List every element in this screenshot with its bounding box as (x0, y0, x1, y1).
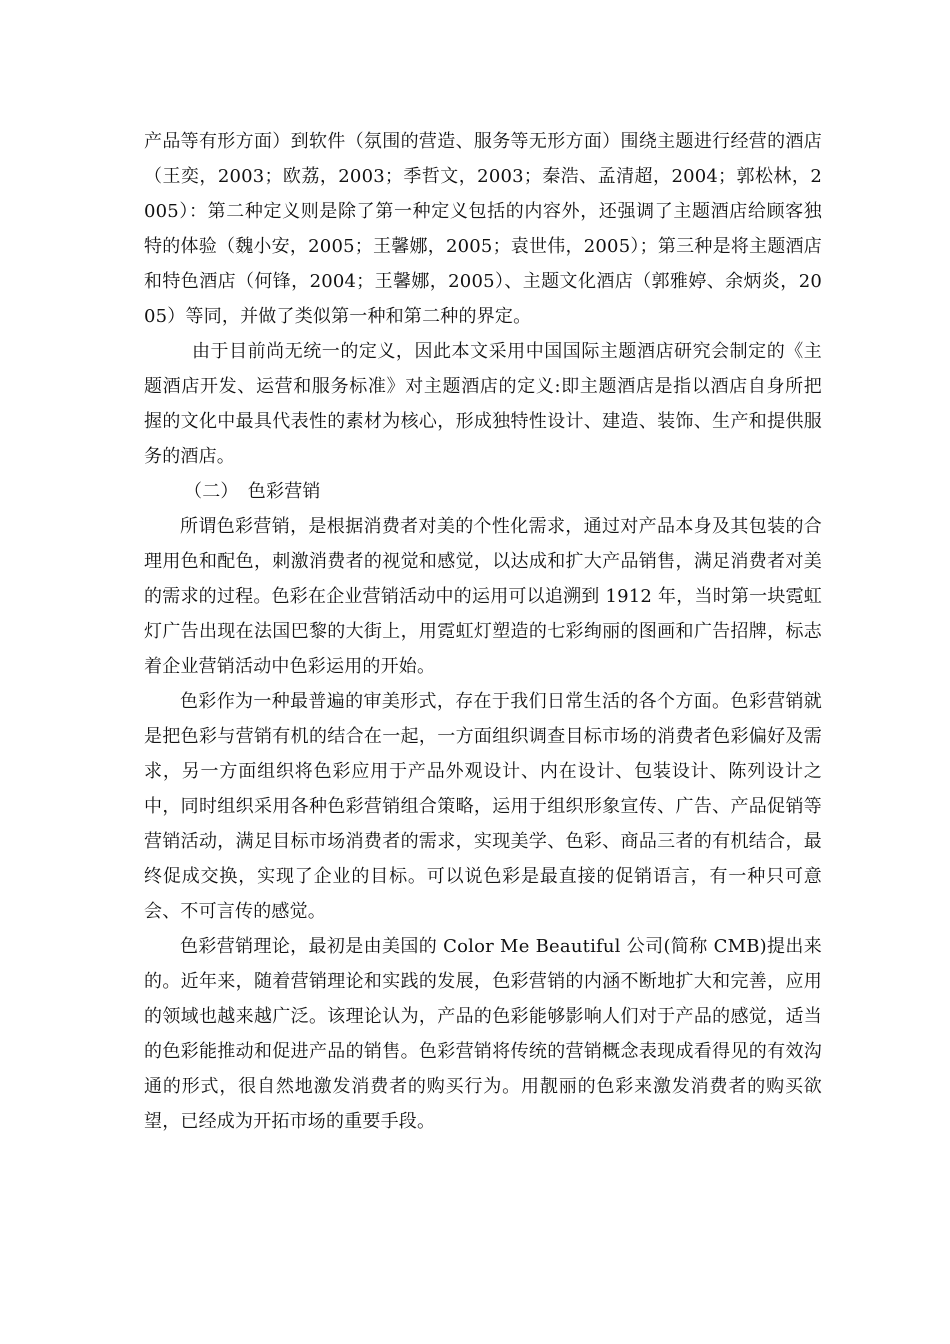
paragraph-adopted-definition: 由于目前尚无统一的定义，因此本文采用中国国际主题酒店研究会制定的《主题酒店开发、运营和服务标准》对主题酒店的定义:即主题酒店是指以酒店自身所把握的文化中最具代表性的素材为核心，形成独特性设计、建造、装饰、生产和提供服务的酒店。 (144, 341, 822, 467)
paragraph-theme-hotel-definitions: 产品等有形方面）到软件（氛围的营造、服务等无形方面）围绕主题进行经营的酒店（王奕，2003；欧荔，2003；季哲文，2003；秦浩、孟清超，2004；郭松林，2005）：第二种定义则是除了第一种定义包括的内容外，还强调了主题酒店给顾客独特的体验（魏小安，2005；王馨娜，2005；袁世伟，2005）；第三种是将主题酒店和特色酒店（何锋，2004；王馨娜，2005）、主题文化酒店（郭雅婷、余炳炎，2005）等同，并做了类似第一种和第二种的界定。 (144, 131, 822, 327)
document-body (144, 124, 822, 1139)
paragraph-color-marketing-definition: 所谓色彩营销，是根据消费者对美的个性化需求，通过对产品本身及其包装的合理用色和配色，刺激消费者的视觉和感觉，以达成和扩大产品销售，满足消费者对美的需求的过程。色彩在企业营销活动中的运用可以追溯到 1912 年，当时第一块霓虹灯广告出现在法国巴黎的大街上，用霓虹灯塑造的七彩绚丽的图画和广告招牌，标志着企业营销活动中色彩运用的开始。 (144, 516, 822, 677)
section-heading-color-marketing: （二） 色彩营销 (184, 481, 321, 502)
paragraph-color-marketing-theory: 色彩营销理论，最初是由美国的 Color Me Beautiful 公司(简称 CMB)提出来的。近年来，随着营销理论和实践的发展，色彩营销的内涵不断地扩大和完善，应用的领域也越来越广泛。该理论认为，产品的色彩能够影响人们对于产品的感觉，适当的色彩能推动和促进产品的销售。色彩营销将传统的营销概念表现成看得见的有效沟通的形式，很自然地激发消费者的购买行为。用靓丽的色彩来激发消费者的购买欲望，已经成为开拓市场的重要手段。 (144, 936, 822, 1132)
paragraph-color-aesthetic-form: 色彩作为一种最普遍的审美形式，存在于我们日常生活的各个方面。色彩营销就是把色彩与营销有机的结合在一起，一方面组织调查目标市场的消费者色彩偏好及需求，另一方面组织将色彩应用于产品外观设计、内在设计、包装设计、陈列设计之中，同时组织采用各种色彩营销组合策略，运用于组织形象宣传、广告、产品促销等营销活动，满足目标市场消费者的需求，实现美学、色彩、商品三者的有机结合，最终促成交换，实现了企业的目标。可以说色彩是最直接的促销语言，有一种只可意会、不可言传的感觉。 (144, 691, 822, 922)
